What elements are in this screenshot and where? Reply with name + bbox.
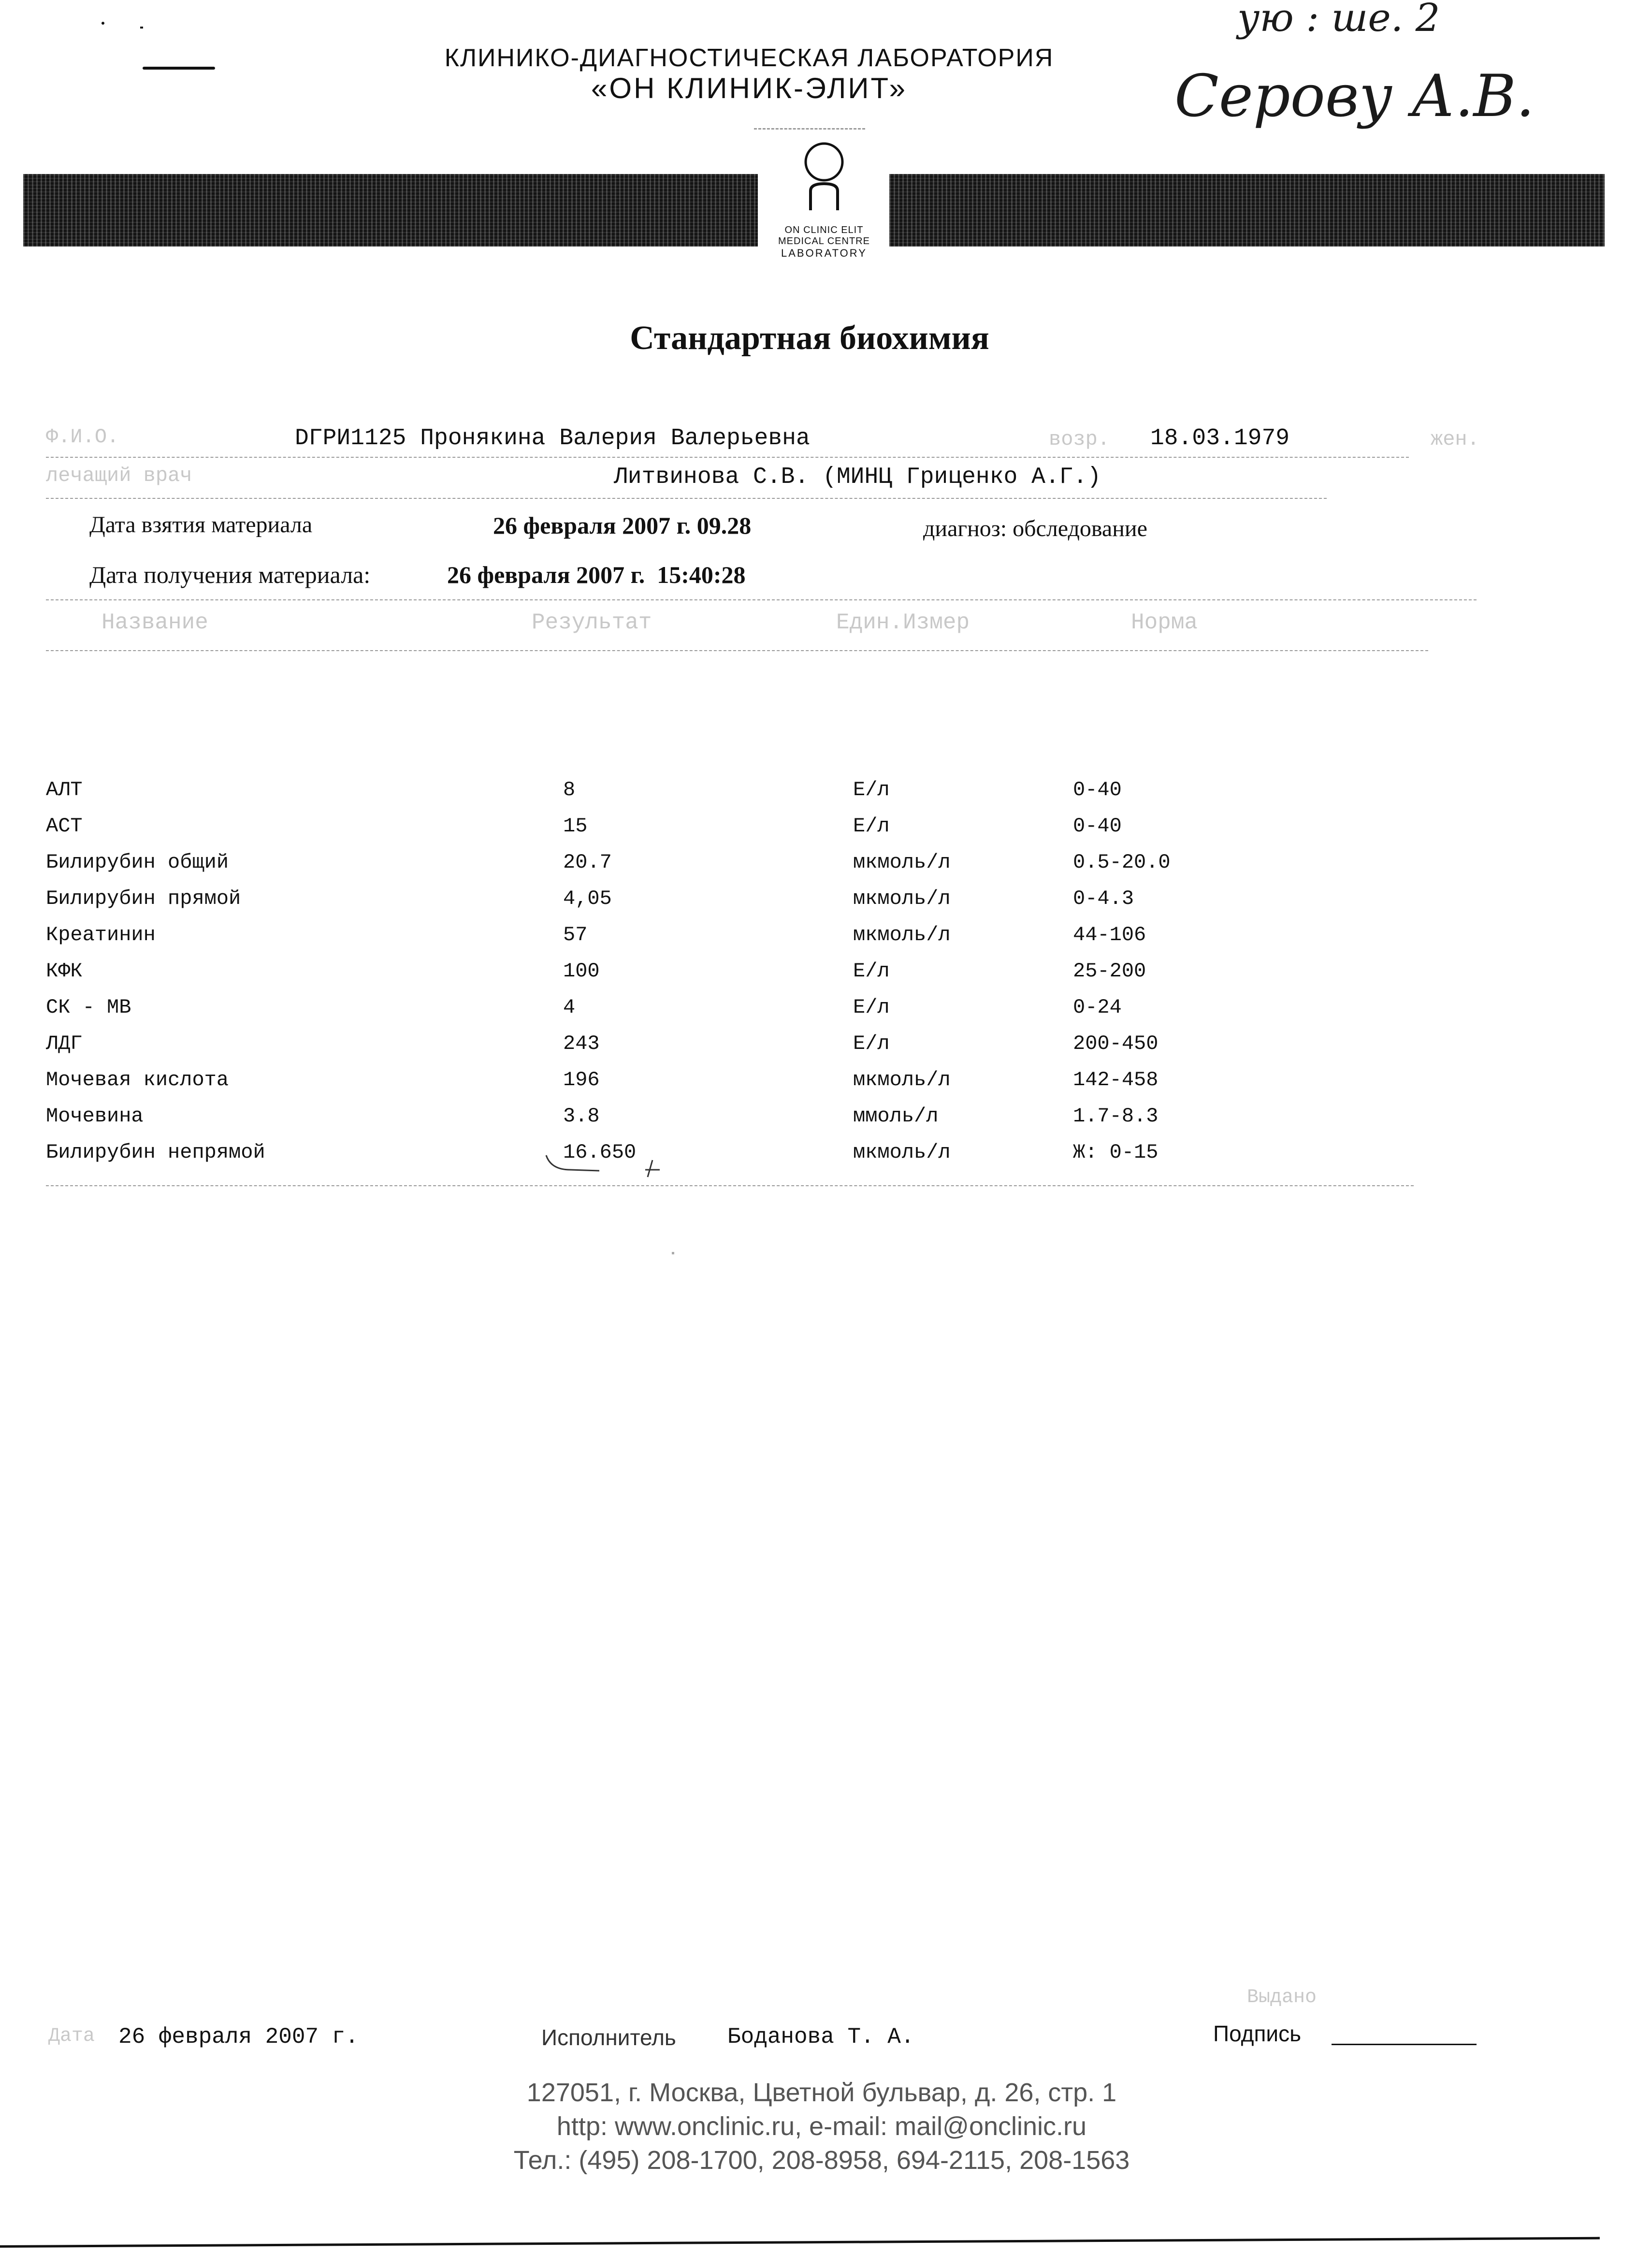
clinic-logo <box>776 140 872 285</box>
col-header-name: Название <box>101 610 208 635</box>
cell-result: 100 <box>563 960 600 983</box>
cell-name: АЛТ <box>46 778 83 801</box>
cell-unit: мкмоль/л <box>853 851 951 874</box>
address: 127051, г. Москва, Цветной бульвар, д. 26, стр. 1 <box>526 2078 1117 2107</box>
pen-dot <box>140 27 143 29</box>
table-row <box>46 778 1399 814</box>
cell-unit: Е/л <box>853 996 890 1019</box>
cell-result: 20.7 <box>563 851 612 874</box>
cell-result: 3.8 <box>563 1105 600 1128</box>
phone: Тел.: (495) 208-1700, 208-8958, 694-2115, 208-1563 <box>513 2146 1130 2175</box>
report-date: 26 февраля 2007 г. <box>118 2024 359 2050</box>
cell-unit: мкмоль/л <box>853 887 951 910</box>
cell-unit: Е/л <box>853 814 890 838</box>
cell-result: 196 <box>563 1068 600 1091</box>
executor-label: Исполнитель <box>541 2025 676 2050</box>
table-row <box>46 960 1399 996</box>
cell-norm: 1.7-8.3 <box>1073 1105 1159 1128</box>
table-row <box>46 923 1399 960</box>
web-email: http: www.onclinic.ru, e-mail: mail@onclinic.ru <box>556 2112 1087 2141</box>
cell-norm: 0-24 <box>1073 996 1122 1019</box>
signature-line <box>1332 2044 1477 2045</box>
cell-name: Билирубин общий <box>46 851 229 874</box>
cell-unit: Е/л <box>853 778 890 801</box>
dob-label: возр. <box>1049 428 1110 451</box>
patient-label-faint: Ф.И.О. <box>46 425 119 449</box>
col-header-norm: Норма <box>1131 610 1198 635</box>
lab-name-line1: КЛИНИКО-ДИАГНОСТИЧЕСКАЯ ЛАБОРАТОРИЯ <box>444 44 1054 72</box>
executor-name: Боданова Т. А. <box>727 2024 914 2050</box>
date-prefix: Дата <box>48 2025 95 2047</box>
cell-norm: 25-200 <box>1073 960 1146 983</box>
table-row <box>46 814 1399 851</box>
doctor-name: Литвинова С.В. (МИНЦ Гриценко А.Г.) <box>614 464 1101 490</box>
logo-text-3: LABORATORY <box>781 247 867 259</box>
table-row <box>46 851 1399 887</box>
cell-unit: мкмоль/л <box>853 1141 951 1164</box>
cell-name: Креатинин <box>46 923 156 946</box>
handwritten-mark-icon <box>541 1150 686 1184</box>
table-row <box>46 1141 1399 1177</box>
table-row <box>46 1032 1399 1068</box>
cell-result: 57 <box>563 923 588 946</box>
info-divider <box>46 599 1477 600</box>
cell-norm: 0-40 <box>1073 814 1122 838</box>
header-divider <box>754 128 865 130</box>
dot <box>672 1252 674 1254</box>
diagnosis: диагноз: обследование <box>923 516 1147 541</box>
cell-norm: 0.5-20.0 <box>1073 851 1171 874</box>
cell-unit: Е/л <box>853 960 890 983</box>
table-row <box>46 996 1399 1032</box>
cell-norm: 0-40 <box>1073 778 1122 801</box>
cell-result: 4 <box>563 996 576 1019</box>
doctor-label: лечащий врач <box>46 464 192 487</box>
lab-name-line2: «ОН КЛИНИК-ЭЛИТ» <box>591 72 907 104</box>
cell-unit: Е/л <box>853 1032 890 1055</box>
header-band-left <box>23 174 758 247</box>
logo-mark-icon <box>776 140 872 222</box>
sample-received-label: Дата получения материала: <box>89 561 371 588</box>
table-row <box>46 1068 1399 1105</box>
cell-unit: мкмоль/л <box>853 1068 951 1091</box>
patient-sex: жен. <box>1431 428 1479 451</box>
cell-result: 16.650 <box>563 1141 637 1164</box>
cell-result: 8 <box>563 778 576 801</box>
cell-name: АСТ <box>46 814 83 838</box>
cell-norm: 200-450 <box>1073 1032 1159 1055</box>
cell-unit: мкмоль/л <box>853 923 951 946</box>
patient-dob: 18.03.1979 <box>1150 425 1290 451</box>
cell-norm: 44-106 <box>1073 923 1146 946</box>
cell-name: ЛДГ <box>46 1032 83 1055</box>
table-row <box>46 887 1399 923</box>
handwritten-addressee: Серову А.В. <box>1174 63 1535 130</box>
cell-name: Билирубин прямой <box>46 887 241 910</box>
signature-label: Подпись <box>1213 2021 1302 2046</box>
cell-name: СК - МВ <box>46 996 131 1019</box>
stamp-faint: Выдано <box>1247 1987 1317 2008</box>
table-row <box>46 1105 1399 1141</box>
cell-norm: Ж: 0-15 <box>1073 1141 1159 1164</box>
table-header-divider <box>46 650 1428 651</box>
sample-received-date: 26 февраля 2007 г. 15:40:28 <box>447 561 746 588</box>
cell-norm: 142-458 <box>1073 1068 1159 1091</box>
patient-id-name: DГРИ1125 Пронякина Валерия Валерьевна <box>295 425 810 451</box>
cell-name: Билирубин непрямой <box>46 1141 265 1164</box>
handwritten-note-top: ую : ше. 2 <box>1237 0 1440 40</box>
col-header-unit: Един.Измер <box>836 610 970 635</box>
cell-name: КФК <box>46 960 83 983</box>
sample-taken-date: 26 февраля 2007 г. 09.28 <box>493 512 752 539</box>
col-header-result: Результат <box>532 610 652 635</box>
table-bottom-divider <box>46 1185 1414 1186</box>
pen-mark <box>143 67 215 70</box>
header-band-right <box>889 174 1605 247</box>
logo-text-1: ON CLINIC ELIT <box>784 225 864 235</box>
sample-taken-label: Дата взятия материала <box>89 512 313 538</box>
cell-result: 4,05 <box>563 887 612 910</box>
page-title: Стандартная биохимия <box>630 320 989 357</box>
logo-text-2: MEDICAL CENTRE <box>778 236 870 247</box>
cell-result: 243 <box>563 1032 600 1055</box>
cell-name: Мочевина <box>46 1105 144 1128</box>
cell-norm: 0-4.3 <box>1073 887 1134 910</box>
doctor-underline <box>46 498 1327 499</box>
cell-name: Мочевая кислота <box>46 1068 229 1091</box>
patient-underline <box>46 457 1409 458</box>
pen-dot <box>101 22 104 25</box>
cell-unit: ммоль/л <box>853 1105 939 1128</box>
cell-result: 15 <box>563 814 588 838</box>
bottom-edge-line <box>0 2237 1600 2248</box>
